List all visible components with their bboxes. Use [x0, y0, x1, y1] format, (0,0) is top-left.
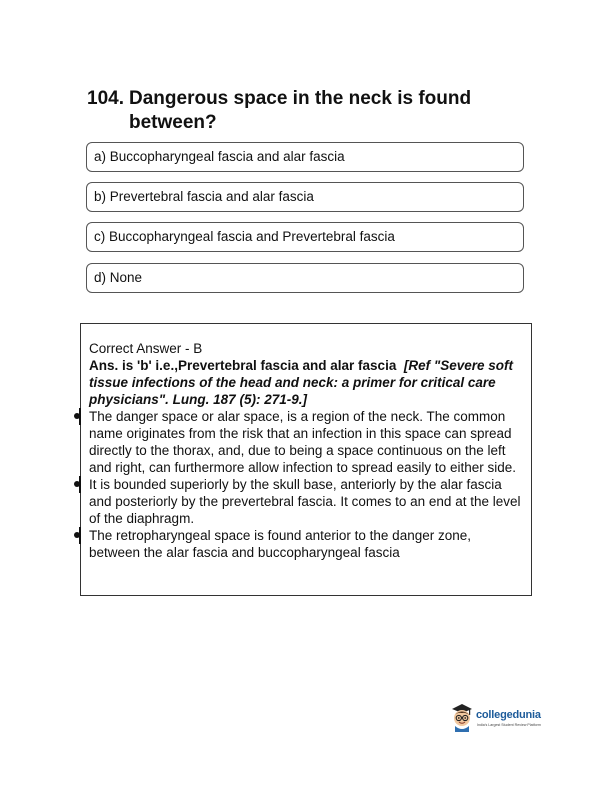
option-d[interactable]: d) None [86, 263, 524, 293]
bullet-text: It is bounded superiorly by the skull base, anteriorly by the alar fascia and posteriorly by the prevertebral fascia. It comes to an end at the level of the diaphragm. [89, 477, 521, 526]
explanation-bullet [89, 408, 525, 476]
answer-reference: [Ref "Severe soft tissue infections of the head and neck: a primer for critical care physicians". Lung. 187 (5): 271-9.] [89, 358, 514, 407]
bullet-text: The retropharyngeal space is found anterior to the danger zone, between the alar fascia and buccopharyngeal fascia [89, 528, 471, 560]
bullet-bar-icon [79, 408, 81, 425]
answer-explanation-box [80, 323, 532, 596]
option-a[interactable]: a) Buccopharyngeal fascia and alar fascia [86, 142, 524, 172]
question-number: 104. [87, 88, 124, 109]
graduate-mascot-icon [450, 702, 474, 732]
question [87, 87, 547, 135]
answer-statement [89, 357, 525, 408]
bullet-text: The danger space or alar space, is a region of the neck. The common name originates from the risk that an infection in this space can spread directly to the thorax, and, due to being a space continuous on the left and right, can furthermore allow infection to spread easily to either side. [89, 409, 516, 475]
explanation-bullet [89, 476, 525, 527]
logo-tagline: India's Largest Student Review Platform [477, 723, 541, 727]
answer-prefix: Ans. is 'b' i.e.,Prevertebral fascia and alar fascia [89, 358, 397, 373]
collegedunia-logo [450, 702, 550, 734]
correct-answer: Correct Answer - B [89, 341, 203, 356]
option-c[interactable]: c) Buccopharyngeal fascia and Prevertebral fascia [86, 222, 524, 252]
option-b[interactable]: b) Prevertebral fascia and alar fascia [86, 182, 524, 212]
bullet-bar-icon [79, 527, 81, 544]
explanation-bullet [89, 527, 525, 561]
question-text: Dangerous space in the neck is found between? [129, 88, 472, 133]
logo-brand: collegedunia [476, 709, 541, 721]
bullet-bar-icon [79, 476, 81, 493]
